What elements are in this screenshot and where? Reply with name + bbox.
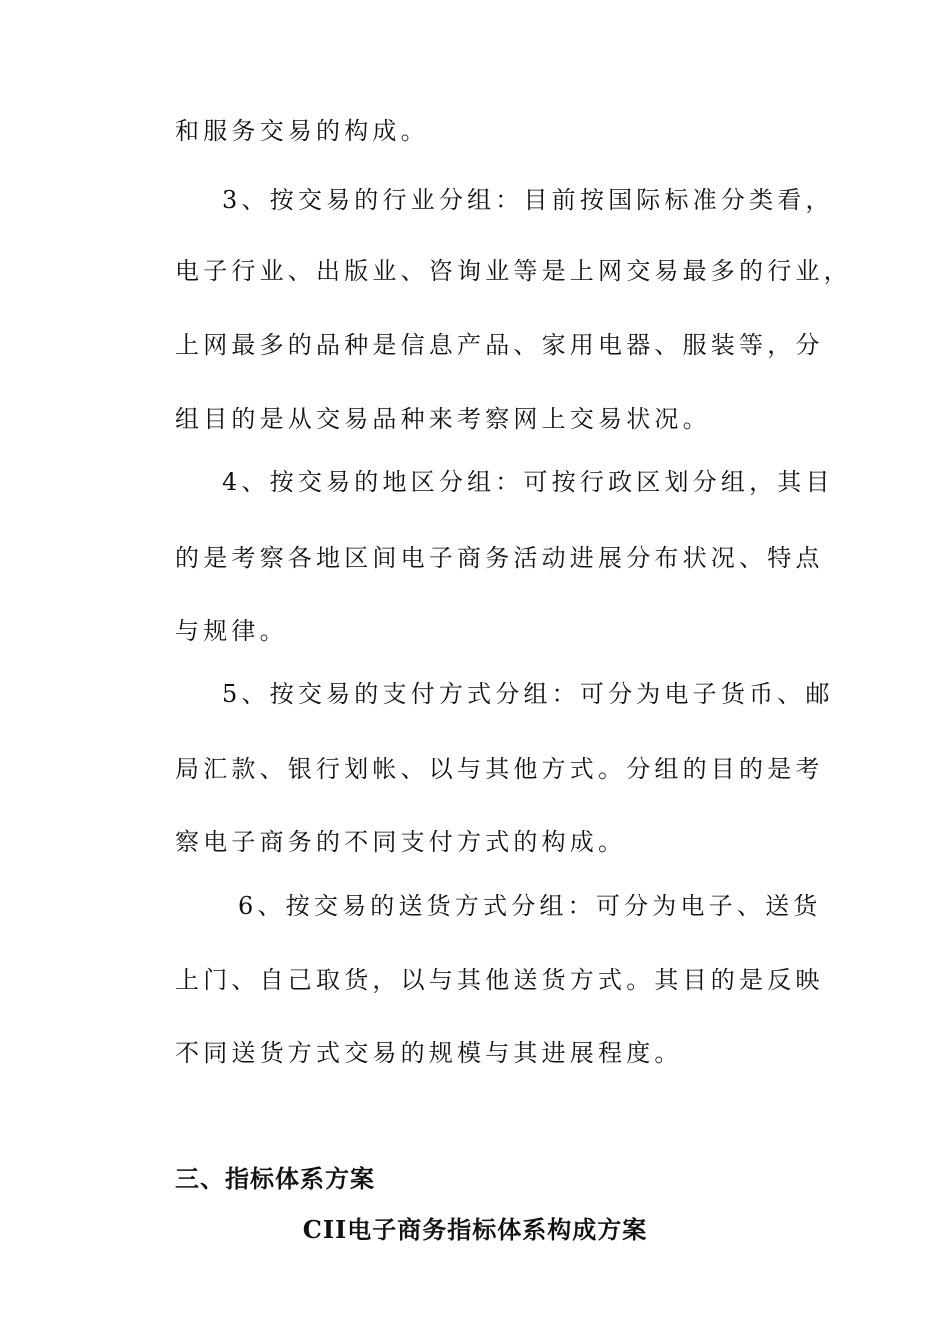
paragraph-line-delivery-grouping: 6、按交易的送货方式分组：可分为电子、送货 bbox=[238, 892, 822, 920]
paragraph-line: 和服务交易的构成。 bbox=[175, 117, 429, 145]
paragraph-line: 的是考察各地区间电子商务活动进展分布状况、特点 bbox=[175, 544, 824, 572]
paragraph-line-payment-grouping: 5、按交易的支付方式分组：可分为电子货币、邮 bbox=[222, 680, 834, 708]
section-heading: 三、指标体系方案 bbox=[175, 1164, 375, 1193]
paragraph-line: 察电子商务的不同支付方式的构成。 bbox=[175, 828, 627, 856]
paragraph-line-industry-grouping: 3、按交易的行业分组：目前按国际标准分类看， bbox=[222, 186, 834, 214]
paragraph-line: 上门、自己取货，以与其他送货方式。其目的是反映 bbox=[175, 966, 824, 994]
paragraph-line: 电子行业、出版业、咨询业等是上网交易最多的行业， bbox=[175, 257, 852, 285]
section-subheading: CII电子商务指标体系构成方案 bbox=[302, 1215, 648, 1244]
paragraph-line-region-grouping: 4、按交易的地区分组：可按行政区划分组，其目 bbox=[222, 468, 834, 496]
paragraph-line: 上网最多的品种是信息产品、家用电器、服装等，分 bbox=[175, 331, 824, 359]
paragraph-line: 不同送货方式交易的规模与其进展程度。 bbox=[175, 1039, 683, 1067]
paragraph-line: 组目的是从交易品种来考察网上交易状况。 bbox=[175, 405, 711, 433]
paragraph-line: 与规律。 bbox=[175, 617, 288, 645]
paragraph-line: 局汇款、银行划帐、以与其他方式。分组的目的是考 bbox=[175, 755, 824, 783]
